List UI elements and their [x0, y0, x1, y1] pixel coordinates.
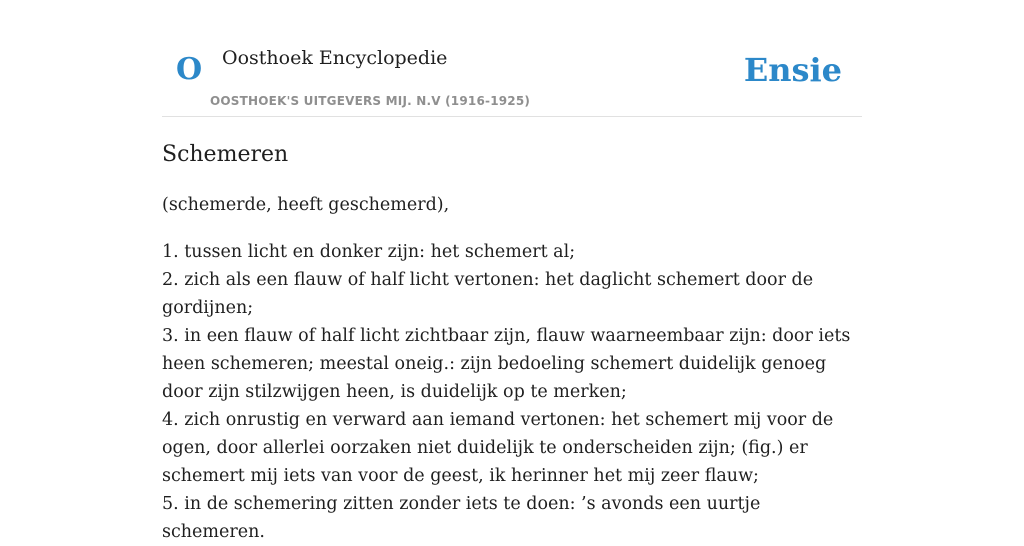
source-logo: O [176, 52, 203, 87]
entry-grammar: (schemerde, heeft geschemerd), [162, 195, 450, 215]
entry-title: Schemeren [162, 142, 289, 167]
sense-item: 2. zich als een flauw of half licht vertonen: het daglicht schemert door de gordijnen; [162, 270, 814, 318]
source-subtitle: OOSTHOEK'S UITGEVERS MIJ. N.V (1916-1925) [210, 94, 531, 108]
brand-logo-link[interactable]: Ensie [743, 51, 842, 89]
source-title[interactable]: Oosthoek Encyclopedie [222, 47, 448, 69]
sense-list [162, 238, 864, 546]
site-header [162, 0, 862, 117]
entry-content [162, 138, 864, 546]
sense-item: 4. zich onrustig en verward aan iemand vertonen: het schemert mij voor de ogen, door allerlei oorzaken niet duidelijk te onderscheiden zijn; (fig.) er schemert mij iets van voor de geest, ik herinner het mij zeer flauw; [162, 410, 834, 486]
sense-item: 3. in een flauw of half licht zichtbaar zijn, flauw waarneembaar zijn: door iets heen schemeren; meestal oneig.: zijn bedoeling schemert duidelijk genoeg door zijn stilzwijgen heen, is duidelijk op te merken; [162, 326, 851, 402]
sense-item: 1. tussen licht en donker zijn: het schemert al; [162, 242, 576, 262]
sense-item: 5. in de schemering zitten zonder iets te doen: ’s avonds een uurtje schemeren. [162, 494, 761, 542]
